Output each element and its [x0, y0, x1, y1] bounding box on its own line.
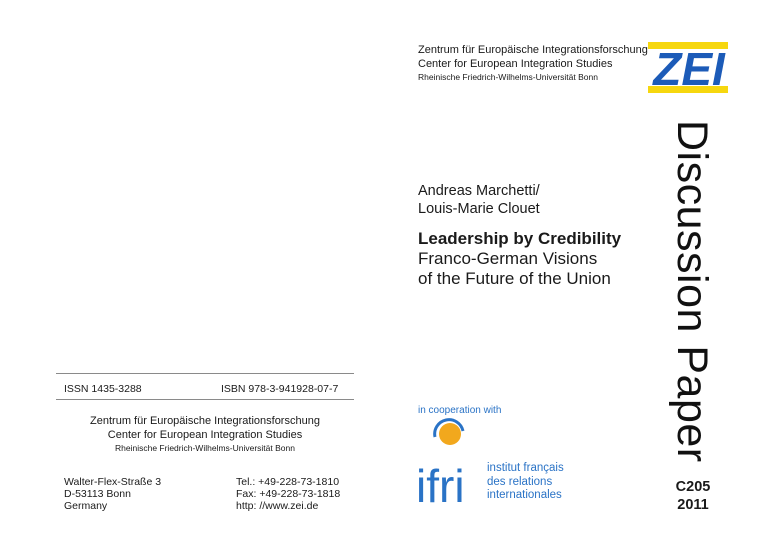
paper-title-block	[418, 229, 621, 289]
author-1: Andreas Marchetti/	[418, 183, 540, 199]
cooperation-label: in cooperation with	[418, 405, 502, 416]
partner-name-line-1: institut français	[487, 462, 564, 474]
address-line-1: Walter-Flex-Straße 3	[64, 476, 162, 488]
series-number: C205	[675, 479, 711, 495]
ifri-logo-sun	[439, 423, 461, 445]
back-institute-name-de: Zentrum für Europäische Integrationsforschung	[90, 415, 320, 427]
address-line-2: D-53113 Bonn	[64, 488, 131, 500]
zei-logo-text: ZEI	[653, 43, 725, 95]
author-2: Louis-Marie Clouet	[418, 201, 540, 217]
isbn: ISBN 978-3-941928-07-7	[221, 383, 339, 395]
paper-title: Leadership by Credibility	[418, 229, 622, 248]
institute-name-de: Zentrum für Europäische Integrationsforschung	[418, 44, 648, 56]
paper-subtitle-line-2: of the Future of the Union	[418, 269, 611, 288]
university-name: Rheinische Friedrich-Wilhelms-Universität Bonn	[418, 72, 598, 82]
paper-subtitle-line-1: Franco-German Visions	[418, 249, 598, 268]
ifri-logo	[414, 418, 474, 514]
partner-name	[487, 462, 564, 503]
series-title: Discussion Paper	[668, 120, 716, 463]
contact-web: http: //www.zei.de	[236, 500, 319, 512]
contact-phone: Tel.: +49-228-73-1810	[236, 476, 340, 488]
series-info	[669, 478, 717, 514]
partner-name-line-2: des relations	[487, 475, 553, 488]
ifri-logo-text: ifri	[416, 460, 465, 512]
back-institute-name-en: Center for European Integration Studies	[107, 429, 303, 441]
series-title-vertical	[668, 120, 716, 480]
authors	[418, 182, 540, 218]
partner-name-line-3: internationales	[487, 489, 562, 501]
zei-logo	[646, 34, 732, 98]
address-line-3: Germany	[64, 500, 108, 512]
divider-top	[56, 373, 354, 374]
postal-address	[64, 476, 161, 512]
issn: ISSN 1435-3288	[64, 383, 142, 395]
institute-name-en: Center for European Integration Studies	[418, 58, 613, 70]
contact-fax: Fax: +49-228-73-1818	[236, 488, 341, 500]
divider-bottom	[56, 399, 354, 400]
back-university-name: Rheinische Friedrich-Wilhelms-Universität Bonn	[115, 443, 295, 453]
contact-info	[236, 476, 340, 512]
series-year: 2011	[677, 497, 709, 513]
